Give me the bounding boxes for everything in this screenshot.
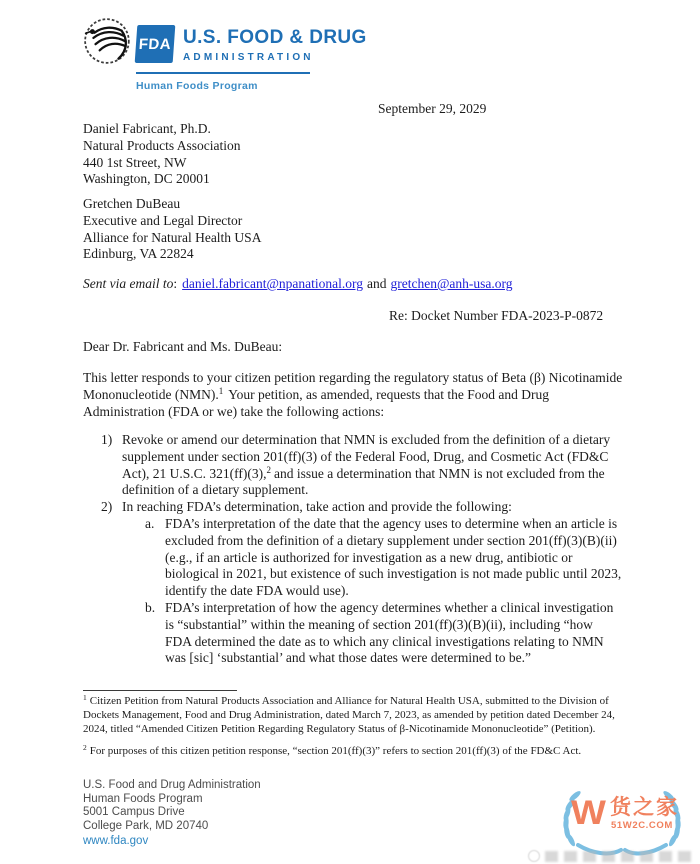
intro-paragraph: [83, 370, 628, 420]
footer-address: [83, 779, 261, 849]
footnotes: [83, 695, 626, 759]
list-item-2-text: In reaching FDA’s determination, take action and provide the following:: [122, 499, 512, 515]
recipient1-name: Daniel Fabricant, Ph.D.: [83, 121, 211, 136]
sent-via-colon: :: [173, 276, 178, 291]
recipient2-city: Edinburg, VA 22824: [83, 246, 194, 262]
faint-watermark-remnant: [545, 851, 695, 862]
letter-date: September 29, 2029: [378, 101, 487, 116]
email-link-dubeau[interactable]: gretchen@anh-usa.org: [390, 276, 513, 291]
intro-text-a: This letter responds to your citizen petition regarding the regulatory status of Beta (β) Nicotinamide Mononucleotide (NMN).: [83, 370, 623, 402]
fda-logo-text: FDA: [138, 35, 172, 53]
list-item-1-text: Revoke or amend our determination that NMN is excluded from the definition of a dietary supplement under section 201(ff)(3) of the Federal Food, Drug, and Cosmetic Act (FD&C Act), 21 U.S.C. 321(ff)(3),$^2$ and issue a determination that NMN is not excluded from the definition of a dietary supplement.: [122, 432, 611, 498]
list-item-2a-text: FDA’s interpretation of the date that the agency uses to determine when an article is excluded from the definition of a dietary supplement under section 201(ff)(3)(B)(ii) (e.g., if an article is authorized for investigation as a new drug, antibiotic or biological in 2021, but existence of such investigation is not made public until 2023, identify the date FDA would use).: [165, 515, 622, 599]
watermark-brand-url: 51W2C.COM: [611, 820, 673, 831]
sent-via-conjunction: and: [367, 276, 387, 291]
list-item-2b-text: FDA’s interpretation of how the agency determines whether a clinical investigation is “substantial” within the meaning of section 201(ff)(3)(B)(ii), including “how FDA determined the date as to which any clinical investigations relating to NMN was [sic] ‘substantial’ and what those dates were determined to be.”: [165, 599, 614, 666]
fda-letterhead: [82, 16, 367, 92]
hhs-eagle-icon: [82, 16, 134, 66]
recipient2-org: Alliance for Natural Health USA: [83, 229, 262, 245]
fda-logo-block: [136, 16, 367, 92]
list-item-2b: [145, 600, 622, 667]
salutation: Dear Dr. Fabricant and Ms. DuBeau:: [83, 339, 283, 354]
list-item-1-marker: 1): [101, 432, 113, 447]
request-list: [101, 432, 622, 667]
fda-website-link[interactable]: www.fda.gov: [83, 835, 149, 848]
fda-title-line1: U.S. FOOD & DRUG: [183, 27, 367, 48]
list-item-2a-marker: a.: [145, 515, 155, 531]
sent-via-line: [83, 276, 513, 293]
footer-org: U.S. Food and Drug Administration: [83, 779, 261, 791]
sent-via-prefix: Sent via email to: [83, 276, 174, 291]
footer-street: 5001 Campus Drive: [83, 806, 185, 819]
email-link-fabricant[interactable]: daniel.fabricant@npanational.org: [182, 276, 363, 291]
docket-reference: Re: Docket Number FDA-2023-P-0872: [389, 308, 604, 323]
faint-stamp-remnant: [528, 850, 540, 862]
recipient-block-1: [83, 121, 240, 188]
footnote-1-text: Citizen Petition from Natural Products Association and Alliance for Natural Health USA, submitted to the Division of Dockets Management, Food and Drug Administration, dated March 7, 2023, as amended by petition dated December 24, 2024, titled “Amended Citizen Petition Regarding Regulatory Status of β-Nicotinamide Mononucleotide” (Petition).: [83, 695, 615, 735]
recipient2-name: Gretchen DuBeau: [83, 196, 181, 211]
footnote-2-text: For purposes of this citizen petition response, “section 201(ff)(3)” refers to section 201(ff)(3) of the FD&C Act.: [89, 744, 582, 757]
watermark-brand-name: 货之家: [610, 795, 679, 819]
footer-city: College Park, MD 20740: [83, 819, 209, 832]
footnote-ref-1: 1: [218, 385, 224, 396]
list-item-2: [101, 499, 622, 516]
footer-program: Human Foods Program: [83, 792, 203, 805]
recipient-block-2: [83, 196, 261, 263]
list-item-2b-marker: b.: [145, 599, 156, 615]
recipient1-org: Natural Products Association: [83, 137, 241, 153]
footnote-1: [83, 695, 626, 737]
list-item-1: [101, 432, 622, 499]
intro-text-b: Your petition, as amended, requests that the Food and Drug Administration (FDA or we) take the following actions:: [83, 386, 549, 419]
program-name: Human Foods Program: [136, 80, 258, 92]
recipient1-city: Washington, DC 20001: [83, 171, 210, 187]
footnote-2: [83, 742, 626, 759]
recipient2-title: Executive and Legal Director: [83, 212, 243, 228]
fda-wordmark: [183, 27, 367, 63]
footnote-2-number: 2: [83, 742, 87, 752]
recipient1-street: 440 1st Street, NW: [83, 154, 187, 170]
watermark-w-letter: W: [571, 793, 606, 832]
fda-logo: [135, 25, 176, 63]
list-item-2-marker: 2): [101, 499, 113, 515]
fda-title-line2: ADMINISTRATION: [183, 52, 314, 63]
request-sublist: [145, 516, 622, 667]
footnote-ref-2: 2: [266, 464, 271, 475]
footnote-1-number: 1: [83, 693, 87, 702]
footnote-separator: [83, 690, 237, 691]
list-item-2a: [145, 516, 622, 600]
letterhead-divider: [136, 72, 310, 74]
